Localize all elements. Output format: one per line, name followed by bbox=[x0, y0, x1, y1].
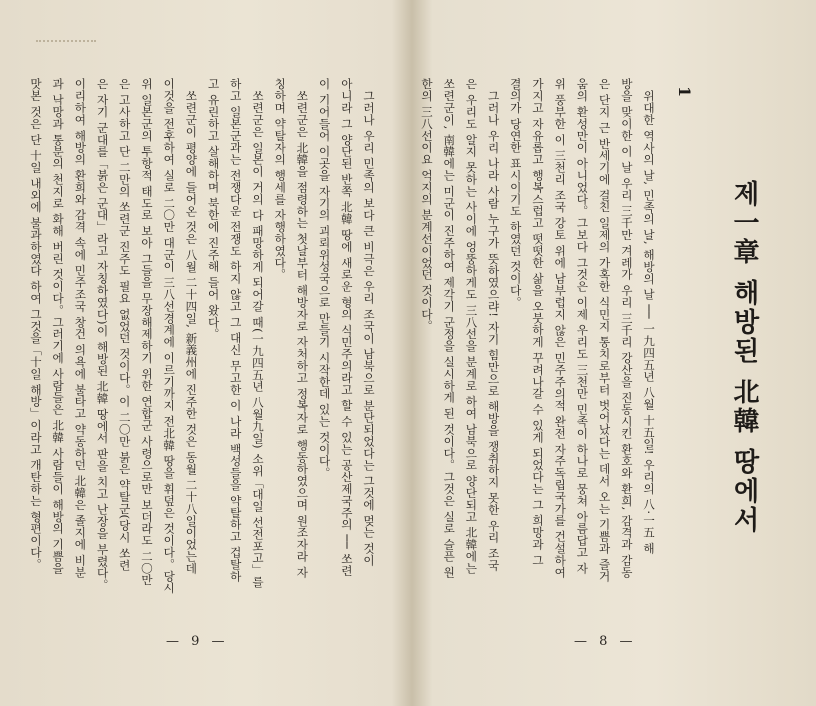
right-page bbox=[410, 0, 816, 706]
text-column: 은 단지 근 반세기에 걸친 일제의 가혹한 식민지 통치로부터 벗어났다는 데서 오는 기쁨과 즐거 bbox=[597, 78, 612, 583]
page-number-right: — 8 — bbox=[574, 634, 637, 649]
text-column: 이것을 전후하여 실로 二〇만 대군이 三八선경계에 이르기까지 전北韓 땅을 휘덮은 것이다。당시 bbox=[162, 78, 177, 594]
text-column: 이 기어들어 이곳을 자기의 괴뢰위성국으로 만들기 시작한데 있는 것이다。 bbox=[317, 78, 332, 479]
text-column: 가지고 자유롭고 행복스럽고 떳떳한 삶을 오붓하게 꾸려나갈 수 있게 되었다는 그 희망과 그 bbox=[530, 78, 545, 567]
chapter-title: 제一章 해방된 北韓 땅에서 bbox=[729, 180, 759, 536]
text-column: 위대한 역사의 날, 민족의 날, 해방의 날 ── 一九四五년 八월 十五일! 우리의 八·一五 해 bbox=[642, 89, 656, 554]
text-column: 쏘련군이, 南韓에는 미군이 진주하여 제각기 군정을 실시하게 된 것이다。그것은 실로 슬픈 원 bbox=[442, 78, 457, 579]
text-column: 방을 맞이한 이 날 우리 三千만 겨레가 우리 三千리 강산을 진동시킨 환호와 환희, 감격과 감동 bbox=[619, 78, 634, 579]
text-column: 아니라 그 양단된 반쪽 北韓 땅에 새로운 형의 식민주의라고 할 수 있는 공산제국주의 ── 쏘련 bbox=[339, 78, 354, 577]
right-page-text bbox=[419, 78, 660, 618]
text-column: 위 풍부한 이 三천리 조국 강토 위에 남부럽지 않은 민주주의적 완전 자주독립국가를 건설하여 bbox=[553, 78, 568, 579]
text-column: 은 고사하고 단 二만의 쏘련군 진주도 필요 없었던 것이다。이 二〇만 붉은 약탈군(당시 쏘련 bbox=[117, 78, 132, 571]
left-page-text bbox=[28, 78, 380, 618]
text-column: 쏘련군은 北韓을 점령하는 첫날부터 해방자로 자처하고 정복자로 행동하였으며 원조자라 자 bbox=[295, 89, 310, 578]
text-column: 위 일본군의 투항적 태도로 보아 그들을 무장해제하기 위한 연합군 사령으로만 보더라도 二〇만 bbox=[139, 78, 154, 586]
text-column: 그러나 우리 나라 사람 누구가 뜻하였으랴! 자기 힘만으로 해방을 쟁취하지 못한 우리 조국 bbox=[486, 89, 501, 571]
text-column: 한의 三八선이요 억지의 분계선이었던 것이다。 bbox=[419, 78, 434, 332]
page-number-left: — 9 — bbox=[166, 634, 229, 649]
text-column: 맛본 것은 단 十일 내외에 불과하였다 하여 그것을「十일 해방」이라고 개탄하는 형편이다。 bbox=[28, 78, 43, 571]
text-column: 칭하며 약탈자의 행세를 자행하였다。 bbox=[273, 78, 288, 281]
text-column: 은 자기 군대를「붉은 군대」라고 자칭하였다)이 해방된 北韓 땅에서 판을 치고 난장을 부렸다。 bbox=[95, 78, 110, 591]
page-stain bbox=[36, 40, 96, 46]
text-column: 쏘련군이 평양에 들어온 것은 八월 二十四일, 新義州에 진주한 것은 동월 二十八일이었는데 bbox=[184, 89, 199, 574]
text-column: 결의가 당연한 표시이기도 하였던 것이다。 bbox=[508, 78, 523, 309]
text-column: 움의 환성만이 아니었다。그보다 그것은 이제 우리도 三천만 민족이 하나로 뭉쳐 아름답고 자 bbox=[575, 78, 590, 575]
text-column: 과 낙망과 통분의 천지로 화해 버린 것이다。그러기에 사람들은 北韓 사람들이 해방의 기쁨을 bbox=[51, 78, 66, 575]
text-column: 고 유린하고 살해하며 북한에 진주해 들어 왔다。 bbox=[206, 78, 221, 340]
text-column: 하고 일본군과는 전쟁다운 전쟁도 하지 않고 그 대신 무고한 이 나라 백성들을 약탈하고 겁탈하 bbox=[228, 78, 243, 583]
text-column: 이리하여 해방의 환희와 감격 속에 민주조국 창건 의욕에 불타고 약동하던 北韓은 졸지에 비분 bbox=[73, 78, 88, 579]
text-column: 그러나 우리 민족의 보다 큰 비극은 우리 조국이 남북으로 분단되었다는 그것에 멎는 것이 bbox=[362, 89, 376, 566]
text-column: 쏘련군은 일본이 거의 다 패망하게 되어갈 때(一九四五년 八월九일) 소위「대일 선전포고」를 bbox=[250, 89, 265, 588]
section-number: 1 bbox=[675, 86, 694, 98]
text-column: 은 우리도 알지 못하는 사이에 엉뚱하게도 三八선을 분계로 하여 남북으로 양단되고 北韓에는 bbox=[464, 78, 479, 575]
